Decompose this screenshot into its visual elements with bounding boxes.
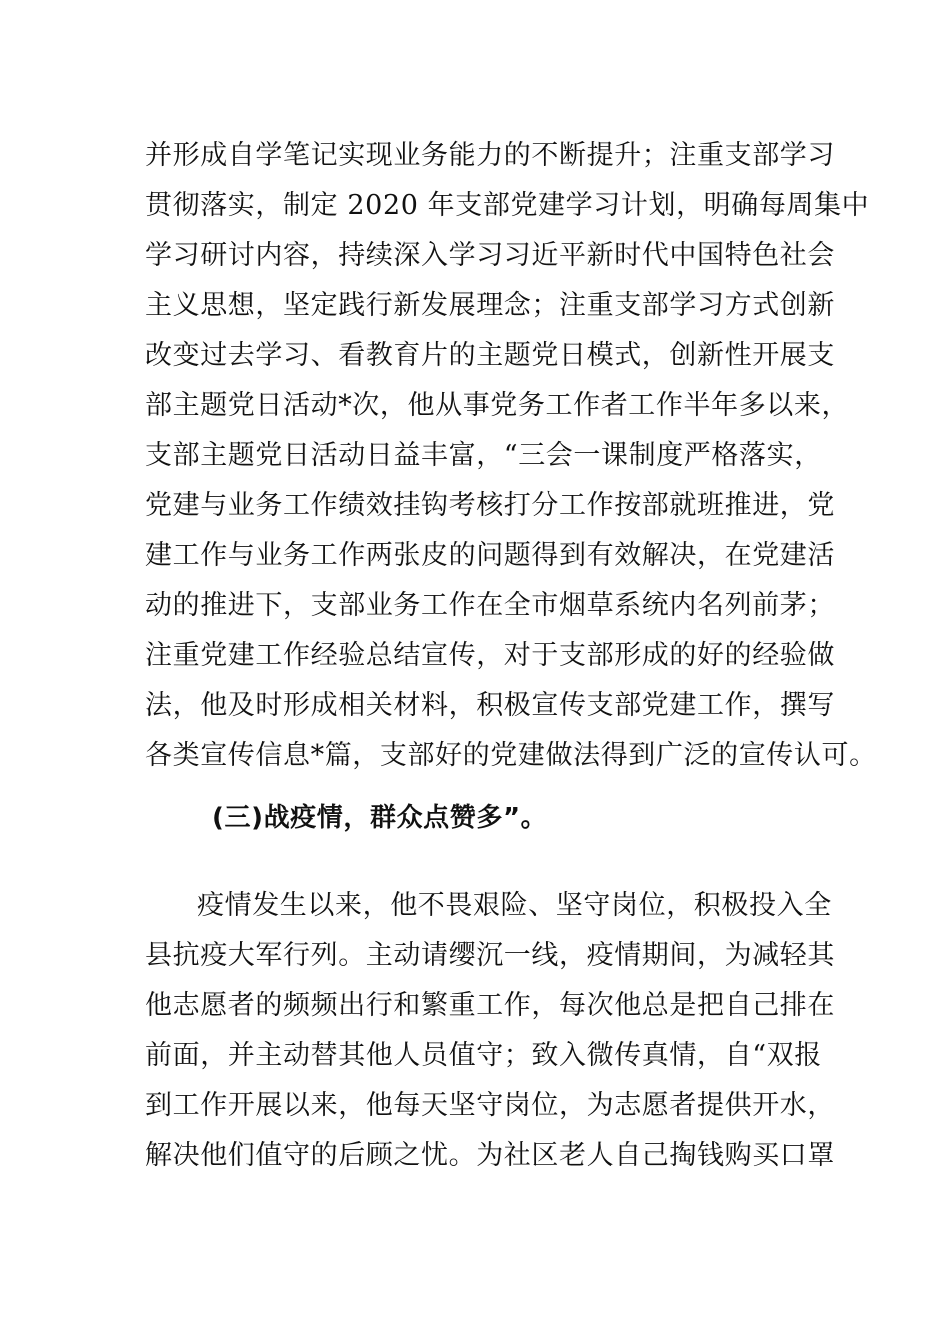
paragraph-1-line-8: 党建与业务工作绩效挂钩考核打分工作按部就班推进，党	[145, 490, 835, 521]
paragraph-2-line-1: 疫情发生以来，他不畏艰险、坚守岗位，积极投入全	[197, 890, 832, 921]
paragraph-1-line-11: 注重党建工作经验总结宣传，对于支部形成的好的经验做	[145, 640, 835, 671]
paragraph-1-line-10: 动的推进下，支部业务工作在全市烟草系统内名列前茅；	[145, 590, 835, 621]
paragraph-2-line-4: 前面，并主动替其他人员值守；致入微传真情，自“双报	[145, 1040, 822, 1071]
paragraph-1-line-1: 并形成自学笔记实现业务能力的不断提升；注重支部学习	[145, 140, 835, 171]
paragraph-1-line-7: 支部主题党日活动日益丰富，“三会一课制度严格落实，	[145, 440, 822, 471]
paragraph-2-line-3: 他志愿者的频频出行和繁重工作，每次他总是把自己排在	[145, 990, 835, 1021]
paragraph-1-line-2: 贯彻落实，制定 2020 年支部党建学习计划，明确每周集中	[145, 190, 870, 221]
paragraph-2-line-2: 县抗疫大军行列。主动请缨沉一线，疫情期间，为减轻其	[145, 940, 835, 971]
paragraph-2-line-5: 到工作开展以来，他每天坚守岗位，为志愿者提供开水，	[145, 1090, 835, 1121]
paragraph-1-line-13: 各类宣传信息*篇，支部好的党建做法得到广泛的宣传认可。	[145, 740, 877, 771]
paragraph-1-line-9: 建工作与业务工作两张皮的问题得到有效解决，在党建活	[145, 540, 835, 571]
section-heading: (三)战疫情，群众点赞多”。	[212, 803, 548, 833]
paragraph-1-line-4: 主义思想，坚定践行新发展理念；注重支部学习方式创新	[145, 290, 835, 321]
paragraph-1-line-3: 学习研讨内容，持续深入学习习近平新时代中国特色社会	[145, 240, 835, 271]
paragraph-1-line-5: 改变过去学习、看教育片的主题党日模式，创新性开展支	[145, 340, 835, 371]
paragraph-2-line-6: 解决他们值守的后顾之忧。为社区老人自己掏钱购买口罩	[145, 1140, 835, 1171]
paragraph-1-line-6: 部主题党日活动*次，他从事党务工作者工作半年多以来，	[145, 390, 850, 421]
paragraph-1-line-12: 法，他及时形成相关材料，积极宣传支部党建工作，撰写	[145, 690, 835, 721]
